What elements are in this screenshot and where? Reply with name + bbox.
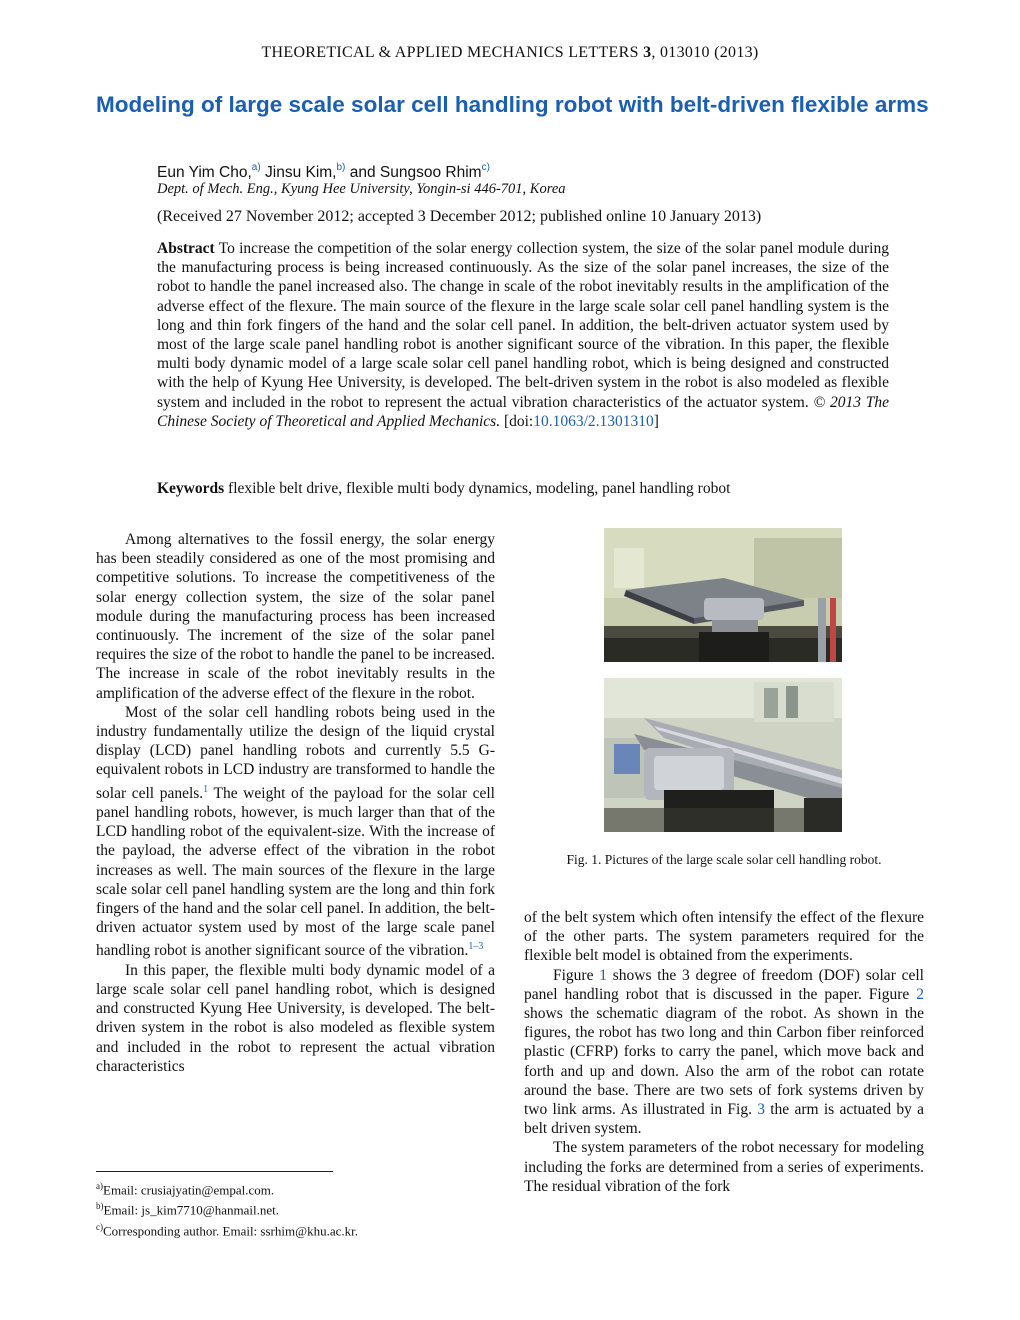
journal-citation: , 013010 (2013) (651, 44, 759, 61)
body-paragraph: In this paper, the flexible multi body dynamic model of a large scale solar cell panel handling robot, which is designed and constructed Kyung Hee University, is developed. The belt-driven system in the robot is also modeled as flexible system and included in the robot to represent the actual vibration characteristics (96, 961, 495, 1075)
robot-photo-top (604, 528, 842, 662)
figure-link[interactable]: 2 (916, 985, 924, 1003)
reference-link[interactable]: 1–3 (468, 941, 484, 953)
abstract-label: Abstract (157, 240, 215, 257)
body-column-right (524, 908, 924, 1196)
robot-photo-bottom (604, 678, 842, 832)
figure-link[interactable]: 1 (599, 966, 607, 984)
keywords (157, 480, 889, 498)
body-text: shows the 3 degree of freedom (DOF) solar cell panel handling robot that is discussed in the paper. Figure (524, 966, 924, 1003)
body-column-left (96, 530, 495, 1076)
author-list (157, 162, 490, 182)
body-text: Most of the solar cell handling robots being used in the industry fundamentally utilize the design of the liquid crystal display (LCD) panel handling robots and currently 5.5 G-equivalent robots in LCD industry are transformed to handle the solar cell panels. (96, 703, 495, 802)
author-name: Jinsu Kim, (265, 164, 337, 181)
footnote (96, 1219, 496, 1239)
keywords-label: Keywords (157, 480, 225, 497)
robot-photo-top-image (604, 528, 842, 662)
reference-link[interactable]: 1 (203, 783, 209, 795)
author-name: and Sungsoo Rhim (349, 164, 482, 181)
doi-suffix: ] (653, 412, 659, 430)
body-text: Figure (553, 966, 600, 984)
abstract-text: To increase the competition of the solar energy collection system, the size of the solar panel module during the manufacturing process is being increased continuously. As the size of the solar panel increases, the size of the robot to handle the panel increased also. The change in scale of the robot inevitably results in the amplification of the adverse effect of the flexure. The main source of the flexure in the large scale solar cell panel handling system is the long and thin fork fingers of the hand and the solar cell panel. In addition, the belt-driven actuator system used by most of the large scale panel handling robot is another significant source of the vibration. In this paper, the flexible multi body dynamic model of a large scale solar cell panel handling robot, which is being designed and constructed with the help of Kyung Hee University, is developed. The belt-driven system in the robot is also modeled as flexible system and included in the robot to represent the actual vibration characteristics of the actuator system. (157, 240, 889, 411)
footnotes (96, 1178, 496, 1239)
body-text: The weight of the payload for the solar cell panel handling robots, however, is much larger than that of the LCD handling robot of the equivalent-size. With the increase of the payload, the adverse effect of the vibration in the robot increases as well. The main sources of the flexure in the large scale solar cell panel handling system are the long and thin fork fingers of the hand and the solar cell panel. In addition, the belt-driven actuator system used by most of the large scale panel handling robot is another significant source of the vibration. (96, 784, 495, 960)
body-paragraph: The system parameters of the robot necessary for modeling including the forks are determined from a series of experiments. The residual vibration of the fork (524, 1139, 924, 1195)
author-footnote-link[interactable]: a) (251, 162, 261, 173)
body-paragraph: Among alternatives to the fossil energy, the solar energy has been steadily considered as one of the most promising and competitive solutions. To increase the competitiveness of the solar energy collection system, the size of the solar panel module during the manufacturing process has been increased continuously. The increment of the size of the solar panel requires the size of the robot to handle the panel to be increased. The increase in scale of the robot inevitably results in the amplification of the adverse effect of the flexure in the robot. (96, 531, 495, 702)
robot-photo-bottom-image (604, 678, 842, 832)
footnote (96, 1178, 496, 1198)
copyright-notice: © 2013 The Chinese Society of Theoretical and Applied Mechanics. (157, 393, 889, 430)
footnote-text: Email: crusiajyatin@empal.com. (103, 1182, 275, 1198)
figure-caption: Fig. 1. Pictures of the large scale solar cell handling robot. (566, 852, 882, 867)
body-text: shows the schematic diagram of the robot. As shown in the figures, the robot has two long and thin Carbon fiber reinforced plastic (CFRP) forks to carry the panel, which move back and forth and up and down. Also the arm of the robot can rotate around the base. There are two sets of fork systems driven by two link arms. As illustrated in Fig. (524, 1005, 924, 1119)
footnote (96, 1198, 496, 1218)
doi-prefix: [doi: (500, 412, 534, 430)
footnote-text: Corresponding author. Email: ssrhim@khu.ac.kr. (103, 1222, 358, 1238)
footnote-divider (96, 1171, 333, 1172)
affiliation: Dept. of Mech. Eng., Kyung Hee University, Yongin-si 446-701, Korea (157, 181, 566, 197)
running-head (0, 44, 1020, 62)
body-text: the arm is actuated by a belt driven system. (524, 1101, 924, 1138)
abstract (157, 239, 889, 431)
body-paragraph (96, 703, 495, 961)
footnote-mark: c) (96, 1221, 103, 1232)
footnote-mark: a) (96, 1181, 103, 1191)
body-paragraph: of the belt system which often intensify the effect of the flexure of the other parts. The system parameters required for the flexible belt model is obtained from the experiments. (524, 909, 924, 965)
author-footnote-link[interactable]: b) (336, 162, 346, 173)
footnote-text: Email: js_kim7710@hanmail.net. (103, 1202, 280, 1218)
paper-title: Modeling of large scale solar cell handling robot with belt-driven flexible arms (96, 92, 929, 117)
footnote-mark: b) (96, 1201, 104, 1212)
figure-link[interactable]: 3 (757, 1101, 765, 1119)
author-footnote-link[interactable]: c) (481, 162, 490, 173)
journal-name: THEORETICAL & APPLIED MECHANICS LETTERS (261, 44, 639, 61)
author-name: Eun Yim Cho, (157, 164, 252, 181)
doi-link[interactable]: 10.1063/2.1301310 (533, 412, 654, 430)
journal-volume: 3 (643, 44, 652, 61)
received-dates: (Received 27 November 2012; accepted 3 December 2012; published online 10 January 2013) (157, 208, 762, 225)
body-paragraph (524, 966, 924, 1139)
keywords-text: flexible belt drive, flexible multi body dynamics, modeling, panel handling robot (224, 480, 731, 497)
